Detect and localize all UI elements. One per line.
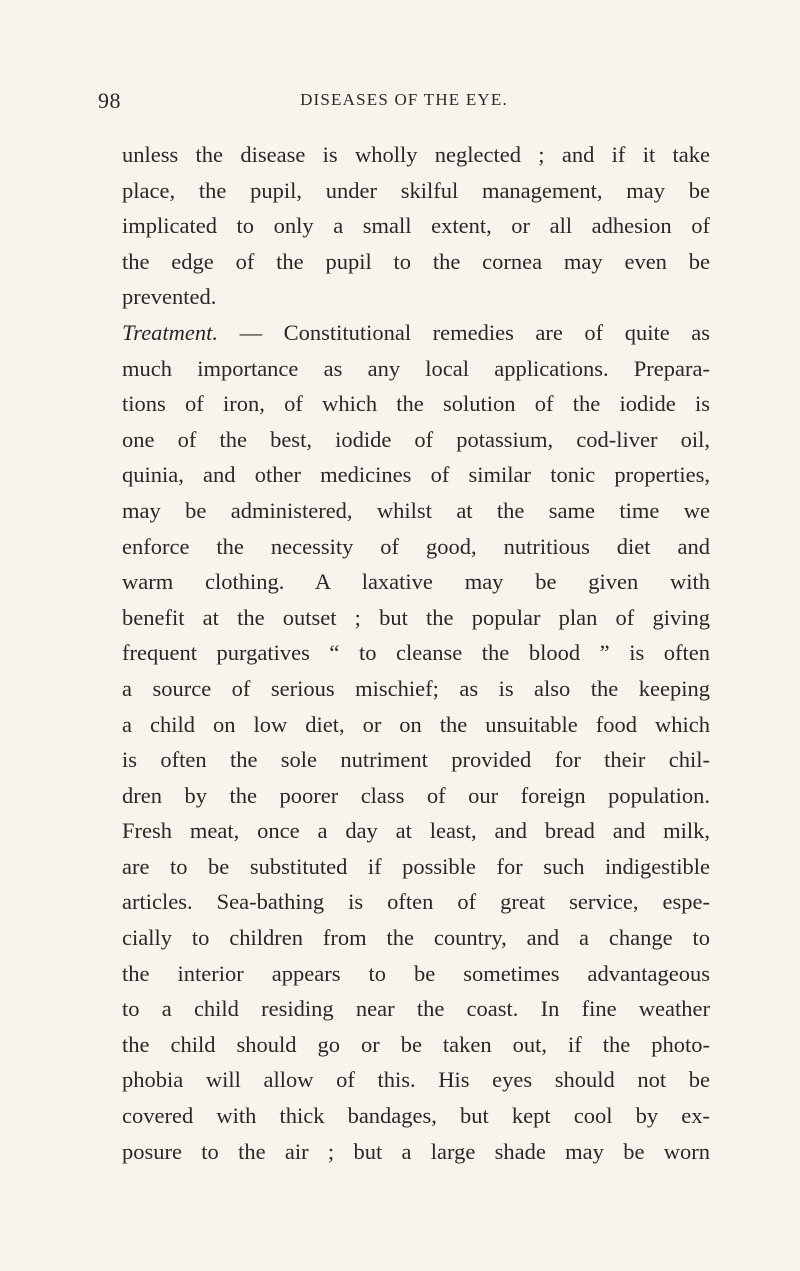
text-line: Fresh meat, once a day at least, and bread and milk,	[122, 818, 710, 844]
text-line: a source of serious mischief; as is also the keeping	[122, 675, 710, 701]
running-title: DISEASES OF THE EYE.	[300, 90, 508, 109]
body-text	[122, 137, 710, 1169]
text-line: dren by the poorer class of our foreign population.	[122, 782, 710, 808]
text-line-treatment	[122, 315, 710, 351]
text-line: phobia will allow of this. His eyes should not be	[122, 1067, 710, 1093]
text-line: unless the disease is wholly neglected ; and if it take	[122, 142, 710, 167]
text-line: the interior appears to be sometimes advantageous	[122, 960, 710, 986]
text-line: posure to the air ; but a large shade may be worn	[122, 1138, 710, 1164]
text-line: a child on low diet, or on the unsuitable food which	[122, 711, 710, 737]
text-line: covered with thick bandages, but kept cool by ex-	[122, 1103, 710, 1129]
text-line: are to be substituted if possible for such indigestible	[122, 853, 710, 879]
text-line: may be administered, whilst at the same time we	[122, 497, 710, 523]
text-line: place, the pupil, under skilful management, may be	[122, 177, 710, 203]
text-line: the child should go or be taken out, if the photo-	[122, 1031, 710, 1057]
section-heading-treatment: Treatment.	[122, 319, 219, 345]
text-line: prevented.	[122, 284, 217, 310]
running-header	[98, 88, 710, 118]
text-line: quinia, and other medicines of similar tonic properties,	[122, 462, 710, 488]
text-line: frequent purgatives “ to cleanse the blood ” is often	[122, 640, 710, 666]
text-line: warm clothing. A laxative may be given with	[122, 569, 710, 595]
text-line: enforce the necessity of good, nutritious diet and	[122, 533, 710, 559]
text-line-rest: — Constitutional remedies are of quite as	[218, 319, 710, 345]
text-line: is often the sole nutriment provided for their chil-	[122, 747, 710, 773]
text-line: the edge of the pupil to the cornea may even be	[122, 248, 710, 274]
text-line: implicated to only a small extent, or all adhesion of	[122, 213, 710, 239]
text-line: articles. Sea-bathing is often of great service, espe-	[122, 889, 710, 915]
page-number: 98	[98, 88, 121, 113]
text-line: much importance as any local applications. Prepara-	[122, 355, 710, 381]
text-line: to a child residing near the coast. In fine weather	[122, 996, 710, 1022]
text-line: benefit at the outset ; but the popular plan of giving	[122, 604, 710, 630]
text-line: tions of iron, of which the solution of the iodide is	[122, 391, 710, 417]
text-line: cially to children from the country, and a change to	[122, 925, 710, 951]
text-line: one of the best, iodide of potassium, cod-liver oil,	[122, 426, 710, 452]
